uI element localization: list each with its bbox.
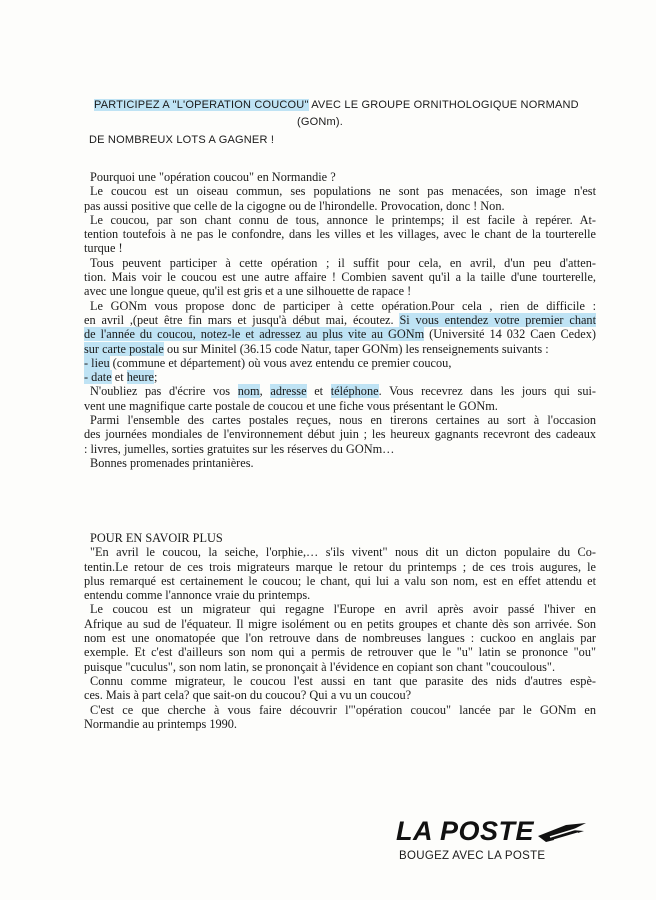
paragraph-line: exemple. Et c'est d'ailleurs son nom qui a permis de retrouver que le "u" latin se prononce "ou" xyxy=(84,645,596,660)
paragraph-line: Connu comme migrateur, le coucou l'est aussi en tant que parasite des nids d'autres espè- xyxy=(90,673,596,688)
paragraph-line: C'est ce que cherche à vous faire découvrir l'"opération coucou" lancée par le GONm en xyxy=(90,702,596,717)
paragraph-line: N'oubliez pas d'écrire vos nom, adresse et téléphone. Vous recevrez dans les jours qui sui- xyxy=(90,384,596,399)
highlight: heure xyxy=(126,370,154,385)
highlight: nom xyxy=(237,384,260,399)
paragraph-line: Le coucou, par son chant connu de tous, annonce le printemps; il est facile à repérer. At- xyxy=(90,212,596,227)
paragraph-line: avec une longue queue, qu'il est gris et a une silhouette de rapace ! xyxy=(84,284,412,299)
paragraph-line: "En avril le coucou, la seiche, l'orphie,… s'ils vivent" nous dit un dicton populaire du Co- xyxy=(90,545,596,560)
highlight: - date xyxy=(84,370,112,385)
paragraph-line: Le coucou est un oiseau commun, ses populations ne sont pas menacées, son image n'est xyxy=(90,184,596,199)
bird-icon xyxy=(536,822,588,844)
paragraph-line: turque ! xyxy=(84,241,123,256)
paragraph-line: vent une magnifique carte postale de coucou et une fiche vous présentant le GONm. xyxy=(84,398,498,413)
logo-name: LA POSTE xyxy=(396,816,535,846)
highlight: de l'année du coucou, notez-le et adressez au plus vite au GONm xyxy=(84,327,425,342)
section-heading: POUR EN SAVOIR PLUS xyxy=(90,531,223,545)
paragraph-line: Le GONm vous propose donc de participer à cette opération.Pour cela , rien de difficile : xyxy=(90,298,596,313)
paragraph-line: Normandie au printemps 1990. xyxy=(84,716,237,731)
paragraph-line: ces. Mais à part cela? que sait-on du coucou? Qui a vu un coucou? xyxy=(84,688,412,703)
highlight: téléphone xyxy=(330,384,379,399)
header-title-highlight: PARTICIPEZ A "L'OPERATION COUCOU" xyxy=(94,99,309,111)
paragraph-line: nom est une onomatopée que l'on retrouve dans de nombreuses langues : cuckoo en anglais par xyxy=(84,631,596,646)
highlight: adresse xyxy=(270,384,307,399)
paragraph-line: tention toutefois à ne pas le confondre, dans les villes et les villages, avec le chant de la tourterelle xyxy=(84,227,596,242)
paragraph-line: pas aussi positive que celle de la cigogne ou de l'hirondelle. Provocation, donc ! Non. xyxy=(84,198,505,213)
paragraph-line: plus remarqué est certainement le coucou; le chant, qui lui a valu son nom, est en effet attendu et xyxy=(84,573,596,588)
header-title-rest: AVEC LE GROUPE ORNITHOLOGIQUE NORMAND xyxy=(308,99,579,111)
paragraph-line: Le coucou est un migrateur qui regagne l'Europe en avril après avoir passé l'hiver en xyxy=(90,602,596,617)
paragraph-line: tentin.Le retour de ces trois migrateurs marque le retour du printemps ; de ces trois augures, le xyxy=(84,559,596,574)
paragraph-line: - date et heure; xyxy=(84,370,158,385)
la-poste-logo xyxy=(396,816,596,862)
paragraph-line: en avril ,(peut être fin mars et jusqu'à début mai, écoutez. Si vous entendez votre premier chant xyxy=(84,312,596,327)
paragraph-line: de l'année du coucou, notez-le et adressez au plus vite au GONm (Université 14 032 Caen Cedex) xyxy=(84,327,596,342)
paragraph-line: entendu comme l'annonce vraie du printemps. xyxy=(84,588,311,603)
paragraph-line: Bonnes promenades printanières. xyxy=(90,455,254,470)
paragraph-line: sur carte postale ou sur Minitel (36.15 code Natur, taper GONm) les renseignements suivants : xyxy=(84,341,549,356)
header-title-line2: (GONm). xyxy=(297,116,344,128)
paragraph-line: Afrique au sud de l'équateur. Il migre isolément ou en petits groupes et chante dès son arrivée. Son xyxy=(84,616,596,631)
paragraph-line: Parmi l'ensemble des cartes postales reçues, nous en tirerons certaines au sort à l'occasion xyxy=(90,413,596,428)
highlight: sur carte postale xyxy=(84,341,164,356)
paragraph-line: puisque "cuculus", son nom latin, se prononçait à l'évidence en copiant son chant "coucoulous". xyxy=(84,659,556,674)
header-subtitle: DE NOMBREUX LOTS A GAGNER ! xyxy=(89,134,275,146)
intro-question: Pourquoi une "opération coucou" en Normandie ? xyxy=(90,170,336,184)
highlight: - lieu xyxy=(84,355,110,370)
section-intro xyxy=(84,170,596,470)
paragraph-line: tion. Mais voir le coucou est une autre affaire ! Combien savent qu'il a la taille d'une tourterelle, xyxy=(84,270,596,285)
paragraph-line: : livres, jumelles, sorties gratuites sur les réserves du GONm… xyxy=(84,441,395,456)
section-more-info xyxy=(84,531,596,731)
logo-tagline: BOUGEZ AVEC LA POSTE xyxy=(399,850,546,862)
paragraph-line: Tous peuvent participer à cette opération ; il suffit pour cela, en avril, d'un peu d'atten- xyxy=(90,255,596,270)
header-title xyxy=(94,99,579,111)
highlight: Si vous entendez votre premier chant xyxy=(399,312,596,327)
paragraph-line: des journées mondiales de l'environnement début juin ; les heureux gagnants recevront des cadeaux xyxy=(84,427,596,442)
paragraph-line: - lieu (commune et département) où vous avez entendu ce premier coucou, xyxy=(84,355,452,370)
